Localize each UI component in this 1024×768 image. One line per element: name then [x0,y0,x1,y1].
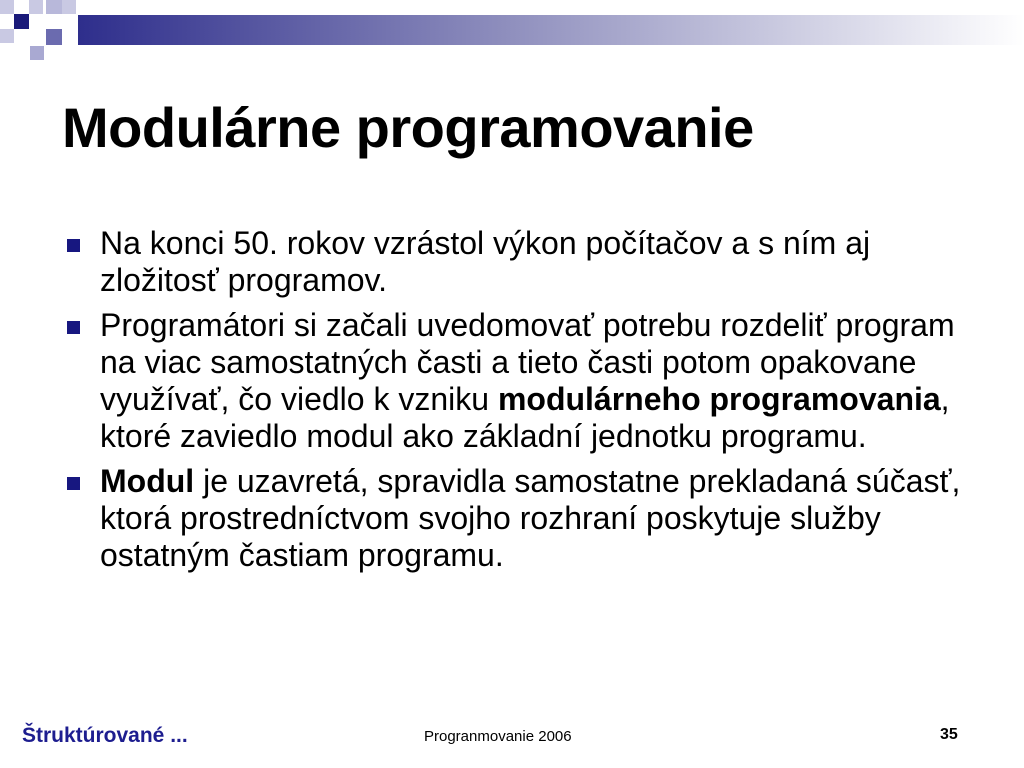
bullet-item [62,225,982,299]
bullet-list [62,225,982,582]
bullet-text [100,307,955,454]
bullet-text-bold: modulárneho programovania [497,381,941,417]
bullet-text [100,463,960,573]
footer-presentation-title: Štruktúrované ... [22,724,188,747]
bullet-text-bold: Modul [100,463,195,499]
square-bullet-icon [67,321,80,334]
bullet-text-segment: je uzavretá, spravidla samostatne prekladaná súčasť, ktorá prostredníctvom svojho rozhraní poskytuje služby ostatným častiam programu. [100,463,961,573]
square-bullet-icon [67,477,80,490]
square-bullet-icon [67,239,80,252]
bullet-text-segment: Programátori si začali uvedomovať potrebu rozdeliť program na viac samostatných časti a tieto časti potom opakovane využívať, čo viedlo k vzniku [100,307,955,417]
bullet-item [62,463,982,574]
bullet-text-segment: Na konci 50. rokov vzrástol výkon počítačov a s ním aj zložitosť programov. [100,225,871,298]
header-gradient-bar [78,15,1024,45]
slide-number: 35 [940,726,958,743]
bullet-text-segment: , ktoré zaviedlo modul ako základní jednotku programu. [100,381,950,454]
slide-title: Modulárne programovanie [62,96,754,159]
footer-course-name: Progranmovanie 2006 [424,728,572,745]
bullet-text [100,225,870,298]
bullet-item [62,307,982,455]
squares-pattern-icon [0,0,76,60]
header-decoration [0,0,1024,62]
